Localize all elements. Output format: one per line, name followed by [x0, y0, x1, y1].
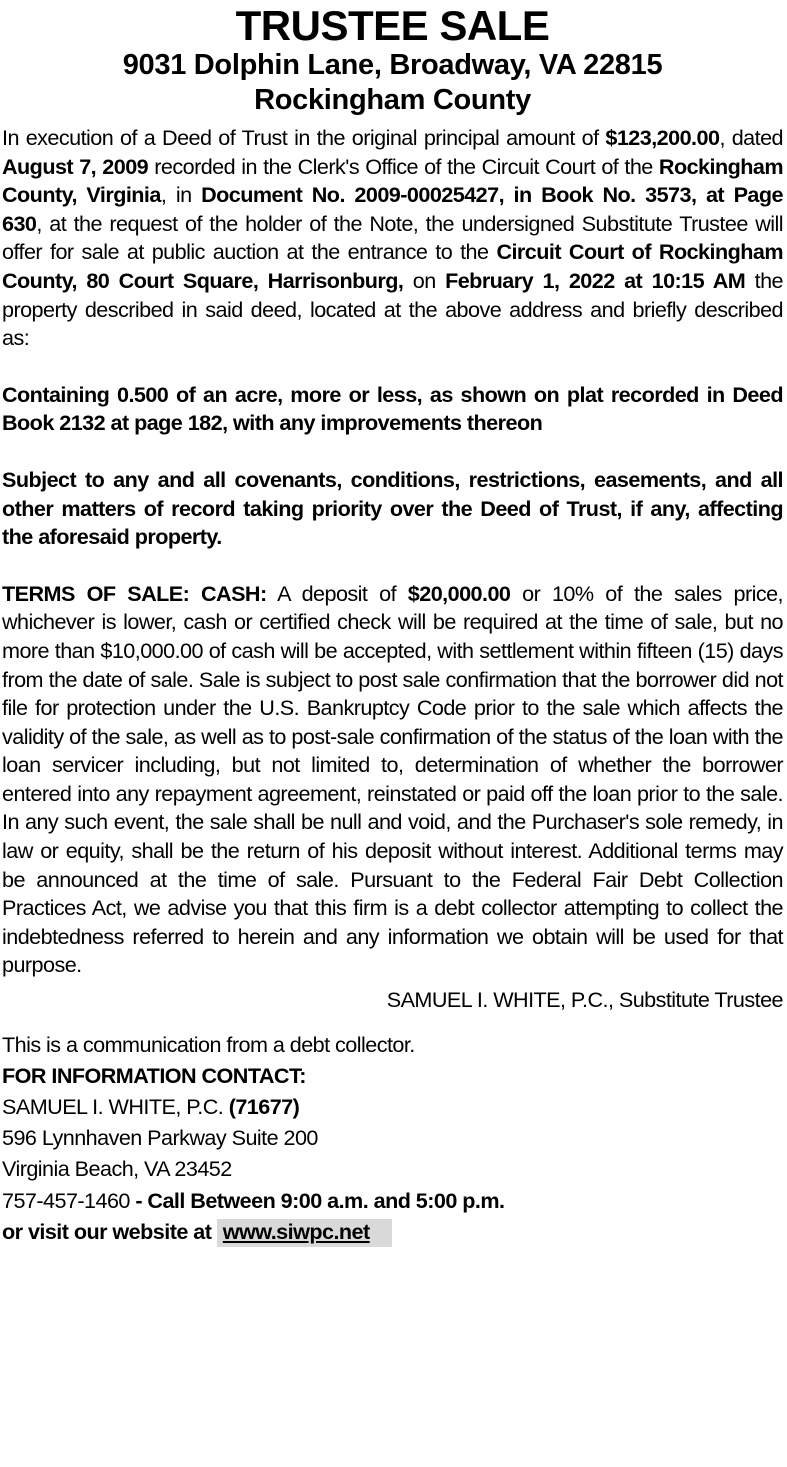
firm-id: (71677) — [228, 1094, 300, 1120]
website-link[interactable]: www.siwpc.net — [217, 1219, 392, 1247]
property-description: Containing 0.500 of an acre, more or less, as shown on plat recorded in Deed Book 2132 at page 182, with any improvements thereon — [2, 381, 783, 436]
terms-text: A deposit of — [266, 580, 408, 606]
firm-line — [2, 1091, 783, 1122]
intro-text: , in — [160, 182, 202, 208]
intro-text: , dated — [719, 125, 783, 150]
document-reference: Document No. 2009-00025427, in Book No. 3573, at Page 630 — [2, 182, 783, 236]
deposit-amount: $20,000.00 — [407, 580, 511, 606]
terms-label: TERMS OF SALE: CASH: — [2, 580, 267, 606]
trustee-signature: SAMUEL I. WHITE, P.C., Substitute Trustee — [386, 987, 783, 1013]
contact-heading: FOR INFORMATION CONTACT: — [2, 1062, 306, 1088]
intro-text: on — [403, 267, 446, 293]
auction-location: Circuit Court of Rockingham County, 80 Court Square, Harrisonburg, — [2, 239, 783, 293]
terms-paragraph — [2, 580, 783, 980]
street-address: 596 Lynnhaven Parkway Suite 200 — [2, 1125, 318, 1151]
court-name: Rockingham County, Virginia — [2, 153, 783, 208]
property-address: 9031 Dolphin Lane, Broadway, VA 22815 — [122, 49, 663, 81]
intro-text: , at the request of the holder of the Note, the undersigned Substitute Trustee will offer for sale at public auction at the entrance to the — [2, 210, 783, 265]
phone-line — [2, 1185, 783, 1216]
subject-to-clause: Subject to any and all covenants, conditions, restrictions, easements, and all other matters of record taking priority over the Deed of Trust, if any, affecting the aforesaid property. — [2, 466, 783, 550]
sale-datetime: February 1, 2022 at 10:15 AM — [445, 267, 746, 293]
firm-name: SAMUEL I. WHITE, P.C. — [2, 1094, 229, 1120]
call-hours: - Call Between 9:00 a.m. and 5:00 p.m. — [129, 1187, 505, 1213]
website-line — [2, 1216, 783, 1247]
debt-collector-notice: This is a communication from a debt collector. — [2, 1031, 415, 1057]
notice-title: TRUSTEE SALE — [235, 2, 550, 49]
county-name: Rockingham County — [254, 84, 531, 116]
intro-text: In execution of a Deed of Trust in the original principal amount of — [2, 125, 606, 150]
principal-amount: $123,200.00 — [605, 125, 720, 150]
intro-text: the property described in said deed, located at the above address and briefly described as: — [2, 267, 783, 351]
city-state-zip: Virginia Beach, VA 23452 — [2, 1156, 232, 1182]
website-prefix: or visit our website at — [2, 1218, 217, 1244]
intro-paragraph — [2, 124, 783, 353]
intro-text: recorded in the Clerk's Office of the Circuit Court of the — [148, 153, 659, 179]
deed-date: August 7, 2009 — [2, 153, 149, 179]
terms-text: or 10% of the sales price, whichever is lower, cash or certified check will be required at the time of sale, but no more than $10,000.00 of cash will be accepted, with settlement within fifteen (15) days from the date of sale. Sale is subject to post sale confirmation that the borrower did not file for protection under the U.S. Bankruptcy Code prior to the sale which affects the validity of the sale, as well as to post-sale confirmation of the status of the loan with the loan servicer including, but not limited to, determination of whether the borrower entered into any repayment agreement, reinstated or paid off the loan prior to the sale. In any such event, the sale shall be null and void, and the Purchaser's sole remedy, in law or equity, shall be the return of his deposit without interest. Additional terms may be announced at the time of sale. Pursuant to the Federal Fair Debt Collection Practices Act, we advise you that this firm is a debt collector attempting to collect the indebtedness referred to herein and any information we obtain will be used for that purpose. — [2, 580, 783, 978]
phone-number: 757-457-1460 — [2, 1187, 130, 1213]
